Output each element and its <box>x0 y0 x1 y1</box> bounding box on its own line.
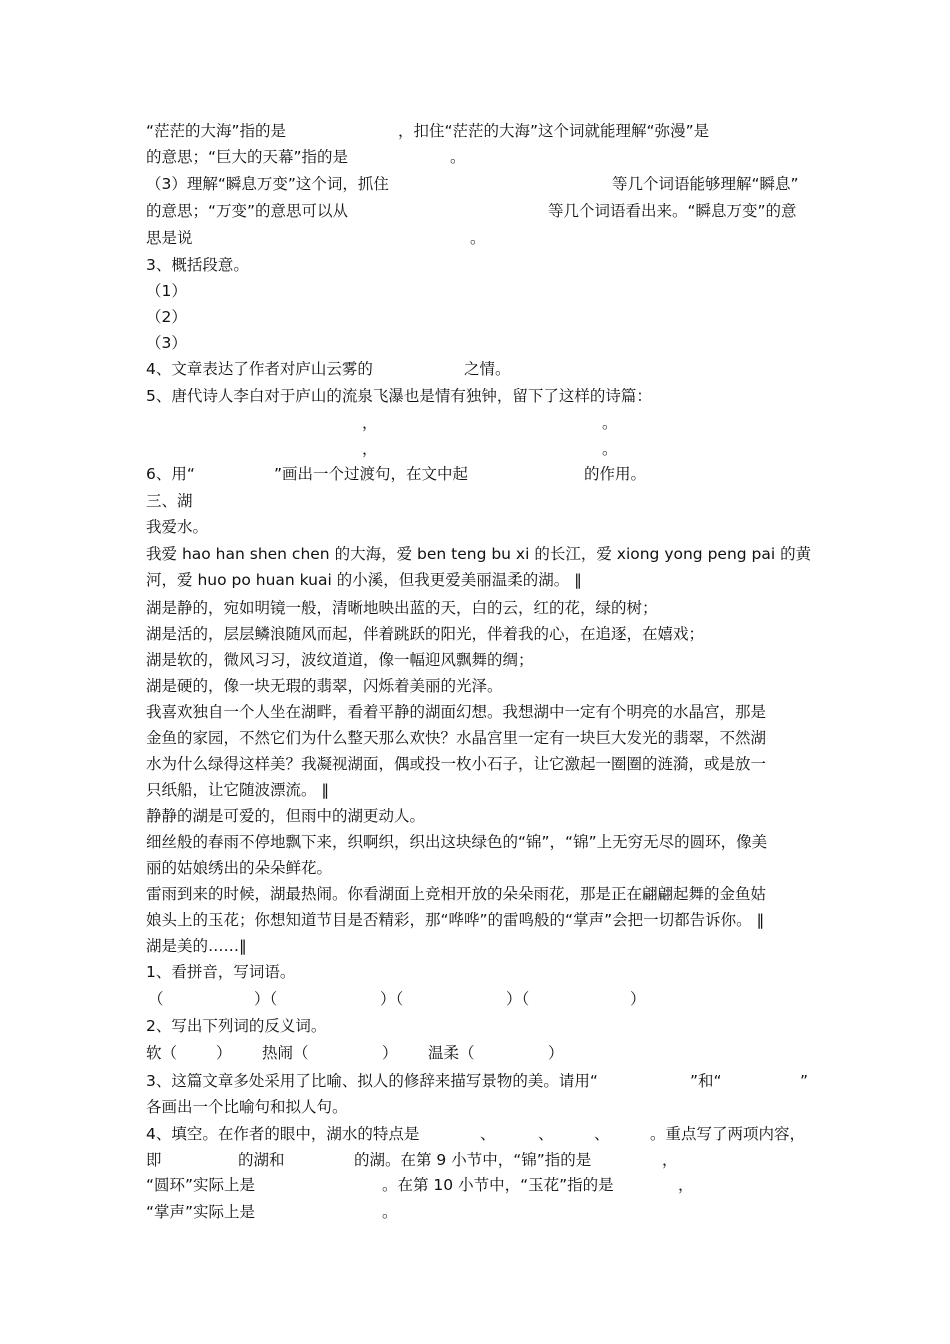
pinyin-text: ben teng bu xi <box>417 545 530 563</box>
passage-line: 我喜欢独自一个人坐在湖畔，看着平静的湖面幻想。我想湖中一定有个明亮的水晶宫，那是 <box>146 703 767 721</box>
passage-line: 湖是硬的，像一块无瑕的翡翠，闪烁着美丽的光泽。 <box>146 677 503 695</box>
text-segment: （3）理解“瞬息万变”这个词，抓住 <box>146 175 389 193</box>
text-segment: ） <box>382 1044 398 1062</box>
text-segment: 河，爱 <box>146 571 198 589</box>
passage-line: 湖是美的……‖ <box>146 937 247 955</box>
text-segment: 的大海，爱 <box>329 545 417 563</box>
question-heading: 5、唐代诗人李白对于庐山的流泉飞瀑也是情有独钟，留下了这样的诗篇： <box>146 387 652 405</box>
text-segment: 之情。 <box>464 360 511 378</box>
text-segment: ）（ <box>380 990 404 1008</box>
text-segment: “圆环”实际上是 <box>146 1176 256 1194</box>
passage-line <box>146 544 811 564</box>
text-segment: 等几个词语能够理解“瞬息” <box>612 175 799 193</box>
text-segment: ，扣住“茫茫的大海”这个词就能理解“弥漫”是 <box>398 122 710 140</box>
passage-line: 金鱼的家园，不然它们为什么整天那么欢快？水晶宫里一定有一块巨大发光的翡翠，不然湖 <box>146 729 767 747</box>
text-segment: ”画出一个过渡句，在文中起 <box>274 465 469 483</box>
passage-line: 湖是静的，宛如明镜一般，清晰地映出蓝的天，白的云，红的花，绿的树； <box>146 599 658 617</box>
text-segment: ）（ <box>254 990 278 1008</box>
text-segment: ， <box>362 414 378 432</box>
passage-line <box>146 570 582 590</box>
text-segment: 的湖和 <box>238 1151 285 1169</box>
question-heading: 2、写出下列词的反义词。 <box>146 1017 327 1035</box>
passage-line: 水为什么绿得这样美？我凝视湖面，偶或投一枚小石子，让它激起一圈圈的涟漪，或是放一 <box>146 755 767 773</box>
text-segment: 。在第 10 小节中，“玉花”指的是 <box>382 1176 614 1194</box>
question-heading: 1、看拼音，写词语。 <box>146 963 296 981</box>
text-segment: 思是说 <box>146 229 193 247</box>
text-segment: 、 <box>594 1125 610 1143</box>
pinyin-text: huo po huan kuai <box>197 571 332 589</box>
passage-line: 静静的湖是可爱的，但雨中的湖更动人。 <box>146 807 426 825</box>
passage-line: 湖是活的，层层鳞浪随风而起，伴着跳跃的阳光，伴着我的心，在追逐，在嬉戏； <box>146 625 705 643</box>
passage-line: 雷雨到来的时候，湖最热闹。你看湖面上竞相开放的朵朵雨花，那是正在翩翩起舞的金鱼姑 <box>146 885 767 903</box>
text-segment: 温柔（ <box>428 1044 475 1062</box>
text-segment: 的意思；“万变”的意思可以从 <box>146 202 349 220</box>
question-heading: 3、概括段意。 <box>146 256 249 274</box>
text-segment: 、 <box>538 1125 554 1143</box>
text-segment: ， <box>678 1176 694 1194</box>
text-segment: ”和“ <box>690 1072 722 1090</box>
text-segment: 。 <box>450 148 466 166</box>
passage-line: 丽的姑娘绣出的朵朵鲜花。 <box>146 859 333 877</box>
passage-line: 湖是软的，微风习习，波纹道道，像一幅迎风飘舞的绸； <box>146 651 534 669</box>
text-segment: ） <box>216 1044 232 1062</box>
text-segment: 的作用。 <box>584 465 647 483</box>
text-segment: 3、这篇文章多处采用了比喻、拟人的修辞来描写景物的美。请用“ <box>146 1072 598 1090</box>
text-segment: 4、填空。在作者的眼中，湖水的特点是 <box>146 1125 420 1143</box>
text-segment: 的湖。在第 9 小节中，“锦”指的是 <box>354 1151 592 1169</box>
text-segment: ）（ <box>506 990 530 1008</box>
text-segment: （ <box>148 990 164 1008</box>
text-segment: ， <box>362 440 378 458</box>
text-segment: 的小溪，但我更爱美丽温柔的湖。 ‖ <box>331 571 582 589</box>
text-segment: 的意思；“巨大的天幕”指的是 <box>146 148 349 166</box>
text-segment: 的黄 <box>775 545 812 563</box>
answer-slot: （3） <box>146 334 187 352</box>
text-segment: 。 <box>470 229 486 247</box>
text-segment: ” <box>800 1072 809 1090</box>
answer-slot: （2） <box>146 308 187 326</box>
text-segment: 、 <box>480 1125 496 1143</box>
text-segment: 等几个词语看出来。“瞬息万变”的意 <box>548 202 797 220</box>
question-line: 各画出一个比喻句和拟人句。 <box>146 1098 348 1116</box>
text-segment: 4、文章表达了作者对庐山云雾的 <box>146 360 373 378</box>
text-segment: ， <box>662 1151 678 1169</box>
text-segment: 我爱 <box>146 545 182 563</box>
passage-line: 我爱水。 <box>146 518 209 536</box>
passage-line: 娘头上的玉花；你想知道节目是否精彩，那“哗哗”的雷鸣般的“掌声”会把一切都告诉你。 ‖ <box>146 911 765 929</box>
section-title: 三、湖 <box>146 492 193 510</box>
text-segment: ） <box>630 990 646 1008</box>
pinyin-text: xiong yong peng pai <box>616 545 776 563</box>
pinyin-text: hao han shen chen <box>181 545 330 563</box>
text-segment: ） <box>548 1044 564 1062</box>
text-segment: 。 <box>602 440 618 458</box>
text-segment: 的长江，爱 <box>529 545 617 563</box>
text-segment: 即 <box>146 1151 162 1169</box>
text-segment: 软（ <box>146 1044 178 1062</box>
text-segment: 6、用“ <box>146 465 195 483</box>
text-segment: “茫茫的大海”指的是 <box>146 122 287 140</box>
text-segment: 。 <box>602 414 618 432</box>
text-segment: 。重点写了两项内容， <box>650 1125 806 1143</box>
passage-line: 细丝般的春雨不停地飘下来，织啊织，织出这块绿色的“锦”，“锦”上无穷无尽的圆环，像美 <box>146 833 768 851</box>
passage-line: 只纸船，让它随波漂流。 ‖ <box>146 781 330 799</box>
text-segment: “掌声”实际上是 <box>146 1203 256 1221</box>
answer-slot: （1） <box>146 282 187 300</box>
text-segment: 热闹（ <box>262 1044 309 1062</box>
text-segment: 。 <box>382 1203 398 1221</box>
